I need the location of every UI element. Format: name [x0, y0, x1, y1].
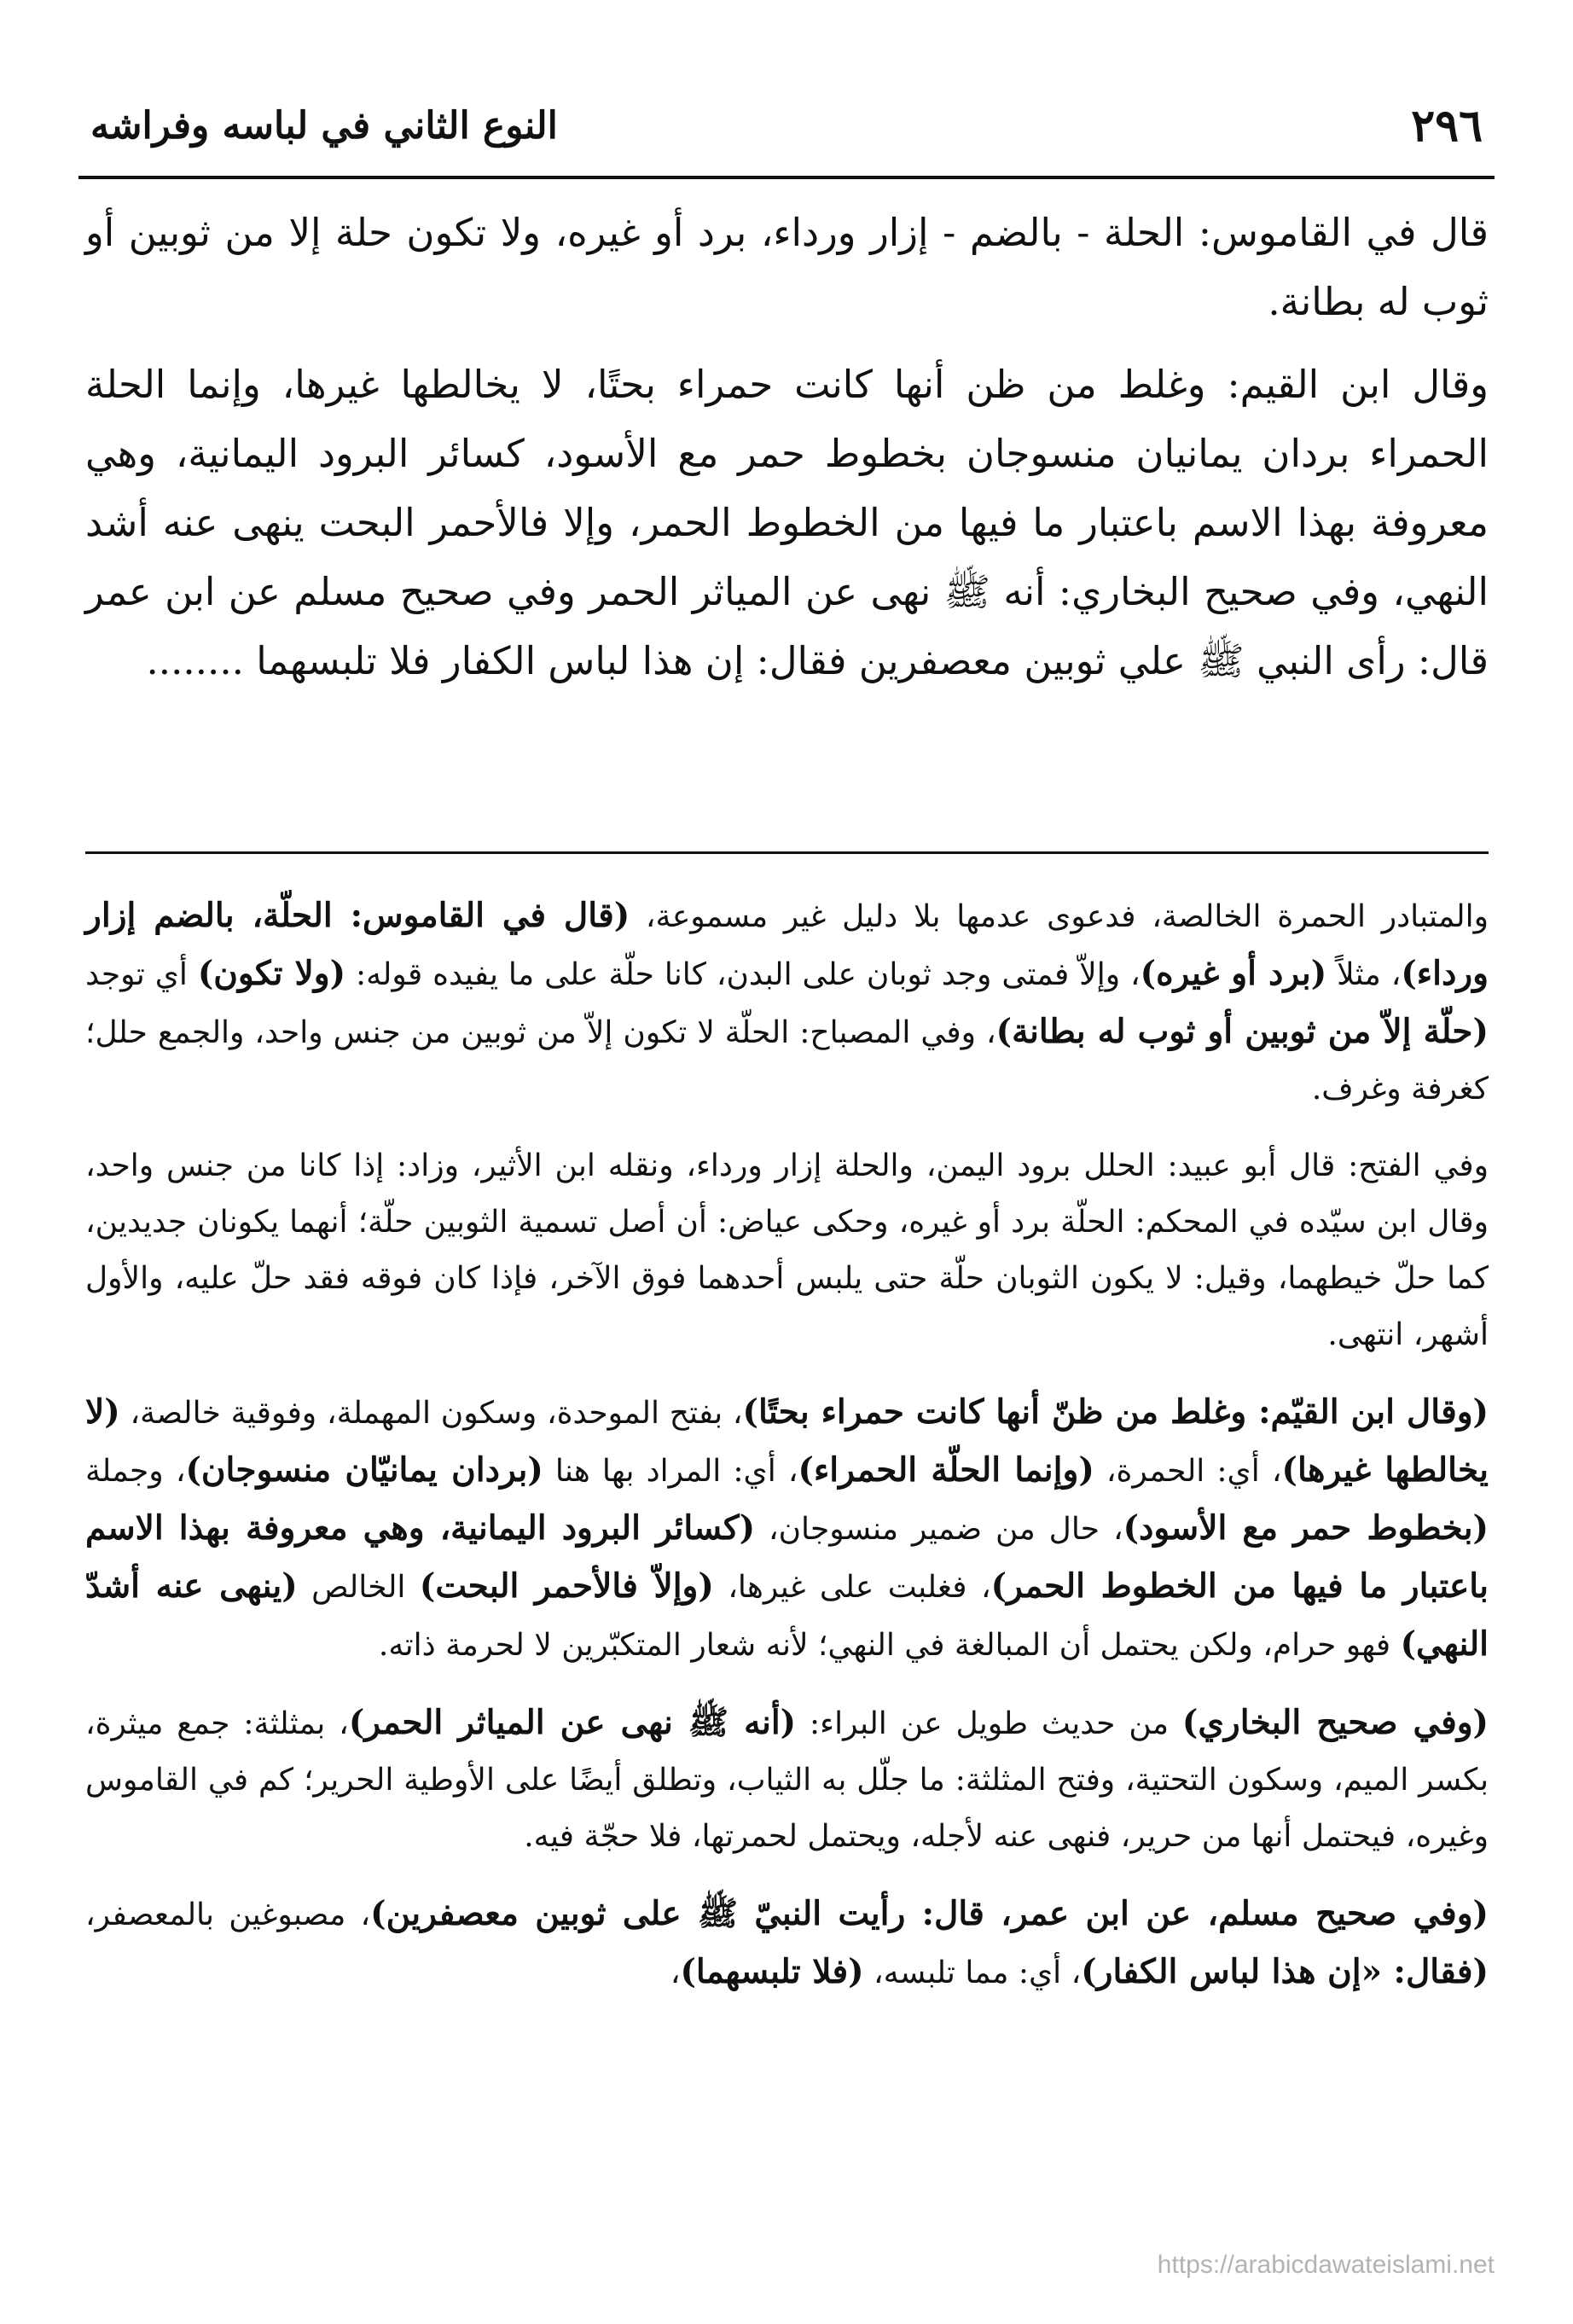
quoted-text: (فلا تلبسهما)	[680, 1952, 864, 1991]
commentary-paragraph	[85, 1885, 1489, 2002]
commentary-text: ، مثلاً	[1326, 957, 1402, 992]
quoted-text: (كسائر البرود اليمانية، وهي معروفة بهذا الاسم باعتبار ما فيها من الخطوط الحمر)	[85, 1508, 1489, 1606]
quoted-text: (وإلاّ فالأحمر البحت)	[419, 1566, 714, 1606]
commentary-text: فهو حرام، ولكن يحتمل أن المبالغة في النهي؛ لأنه شعار المتكبّرين لا لحرمة ذاته.	[378, 1628, 1401, 1663]
main-text	[85, 198, 1489, 711]
quoted-text: (ولا تكون)	[197, 954, 346, 993]
commentary-paragraph	[85, 1694, 1489, 1865]
commentary-text: من حديث طويل عن البراء:	[796, 1706, 1182, 1741]
commentary-text: ،	[670, 1955, 681, 1990]
commentary-text: والمتبادر الحمرة الخالصة، فدعوى عدمها بلا دليل غير مسموعة،	[630, 899, 1489, 934]
quoted-text: (قال في القاموس: الحلّة، بالضم إزار ورداء)	[85, 896, 1489, 993]
commentary-text: ، فغلبت على غيرها،	[713, 1570, 991, 1605]
quoted-text: (أنه ﷺ نهى عن المياثر الحمر)	[348, 1703, 797, 1742]
quoted-text: (وإنما الحلّة الحمراء)	[798, 1450, 1094, 1490]
continuation-dots: ........	[146, 638, 244, 683]
quoted-text: (فقال: «إن هذا لباس الكفار)	[1081, 1952, 1489, 1991]
quoted-text: (حلّة إلاّ من ثوبين أو ثوب له بطانة)	[995, 1012, 1489, 1051]
quoted-text: (وفي صحيح البخاري)	[1181, 1703, 1489, 1742]
main-paragraph: قال في القاموس: الحلة - بالضم - إزار ورداء، برد أو غيره، ولا تكون حلة إلا من ثوبين أو ثوب له بطانة.	[85, 210, 1489, 324]
page-number: ٢٩٦	[1411, 99, 1483, 152]
commentary-paragraph: وفي الفتح: قال أبو عبيد: الحلل برود اليمن، والحلة إزار ورداء، ونقله ابن الأثير، وزاد: إذا كانا من جنس واحد، وقال ابن سيّده في المحكم: الحلّة برد أو غيره، وحكى عياض: أن أصل تسمية الثوبين حلّة؛ أنهما يكونان جديدين، كما حلّ خيطهما، وقيل: لا يكون الثوبان حلّة حتى يلبس أحدهما فوق الآخر، فإذا كان فوقه فقد حلّ عليه، والأول أشهر، انتهى.	[85, 1148, 1489, 1352]
quoted-text: (بخطوط حمر مع الأسود)	[1123, 1508, 1489, 1548]
quoted-text: (ينهى عنه أشدّ النهي)	[85, 1566, 1489, 1664]
commentary-text: ، بفتح الموحدة، وسكون المهملة، وفوقية خالصة،	[119, 1396, 743, 1431]
commentary-text: الخالص	[297, 1570, 420, 1605]
watermark-url: https://arabicdawateislami.net	[1157, 2251, 1495, 2279]
page-header	[78, 85, 1495, 179]
commentary-text: ، بمثلثة: جمع ميثرة، بكسر الميم، وسكون التحتية، وفتح المثلثة: ما جلّل به الثياب، وتطلق أيضًا على الأوطية الحرير؛ كم في القاموس وغيره، فيحتمل أنها من حرير، فنهى عنه لأجله، ويحتمل لحمرتها، فلا حجّة فيه.	[85, 1706, 1489, 1854]
commentary-paragraph	[85, 1384, 1489, 1674]
commentary	[85, 887, 1489, 2022]
main-paragraph	[85, 350, 1489, 695]
commentary-text: أي توجد	[85, 957, 198, 992]
quoted-text: (وقال ابن القيّم: وغلط من ظنّ أنها كانت حمراء بحتًا)	[742, 1392, 1489, 1432]
quoted-text: (لا يخالطها غيرها)	[85, 1392, 1489, 1490]
running-title: النوع الثاني في لباسه وفراشه	[90, 103, 558, 148]
commentary-paragraph	[85, 887, 1489, 1118]
commentary-text: ، أي: المراد بها هنا	[543, 1454, 798, 1489]
commentary-text: ، وجملة	[85, 1454, 186, 1489]
commentary-text: ، حال من ضمير منسوجان،	[755, 1512, 1123, 1547]
quoted-text: (بردان يمانيّان منسوجان)	[185, 1450, 543, 1490]
commentary-text: ، مصبوغين بالمعصفر،	[85, 1897, 371, 1932]
section-divider	[85, 851, 1489, 854]
commentary-text: ، وإلاّ فمتى وجد ثوبان على البدن، كانا حلّة على ما يفيده قوله:	[345, 957, 1141, 992]
quoted-text: (وفي صحيح مسلم، عن ابن عمر، قال: رأيت النبيّ ﷺ على ثوبين معصفرين)	[370, 1894, 1489, 1933]
commentary-text: ، وفي المصباح: الحلّة لا تكون إلاّ من ثوبين من جنس واحد، والجمع حلل؛ كغرفة وغرف.	[85, 1015, 1489, 1107]
commentary-text: ، أي: الحمرة،	[1094, 1454, 1282, 1489]
commentary-text: ، أي: مما تلبسه،	[863, 1955, 1082, 1990]
quoted-text: (برد أو غيره)	[1140, 954, 1327, 993]
main-paragraph-text: وقال ابن القيم: وغلط من ظن أنها كانت حمراء بحتًا، لا يخالطها غيرها، وإنما الحلة الحمراء بردان يمانيان منسوجان بخطوط حمر مع الأسود، كسائر البرود اليمانية، وهي معروفة بهذا الاسم باعتبار ما فيها من الخطوط الحمر، وإلا فالأحمر البحت ينهى عنه أشد النهي، وفي صحيح البخاري: أنه ﷺ نهى عن المياثر الحمر وفي صحيح مسلم عن ابن عمر قال: رأى النبي ﷺ علي ثوبين معصفرين فقال: إن هذا لباس الكفار فلا تلبسهما	[85, 362, 1489, 683]
